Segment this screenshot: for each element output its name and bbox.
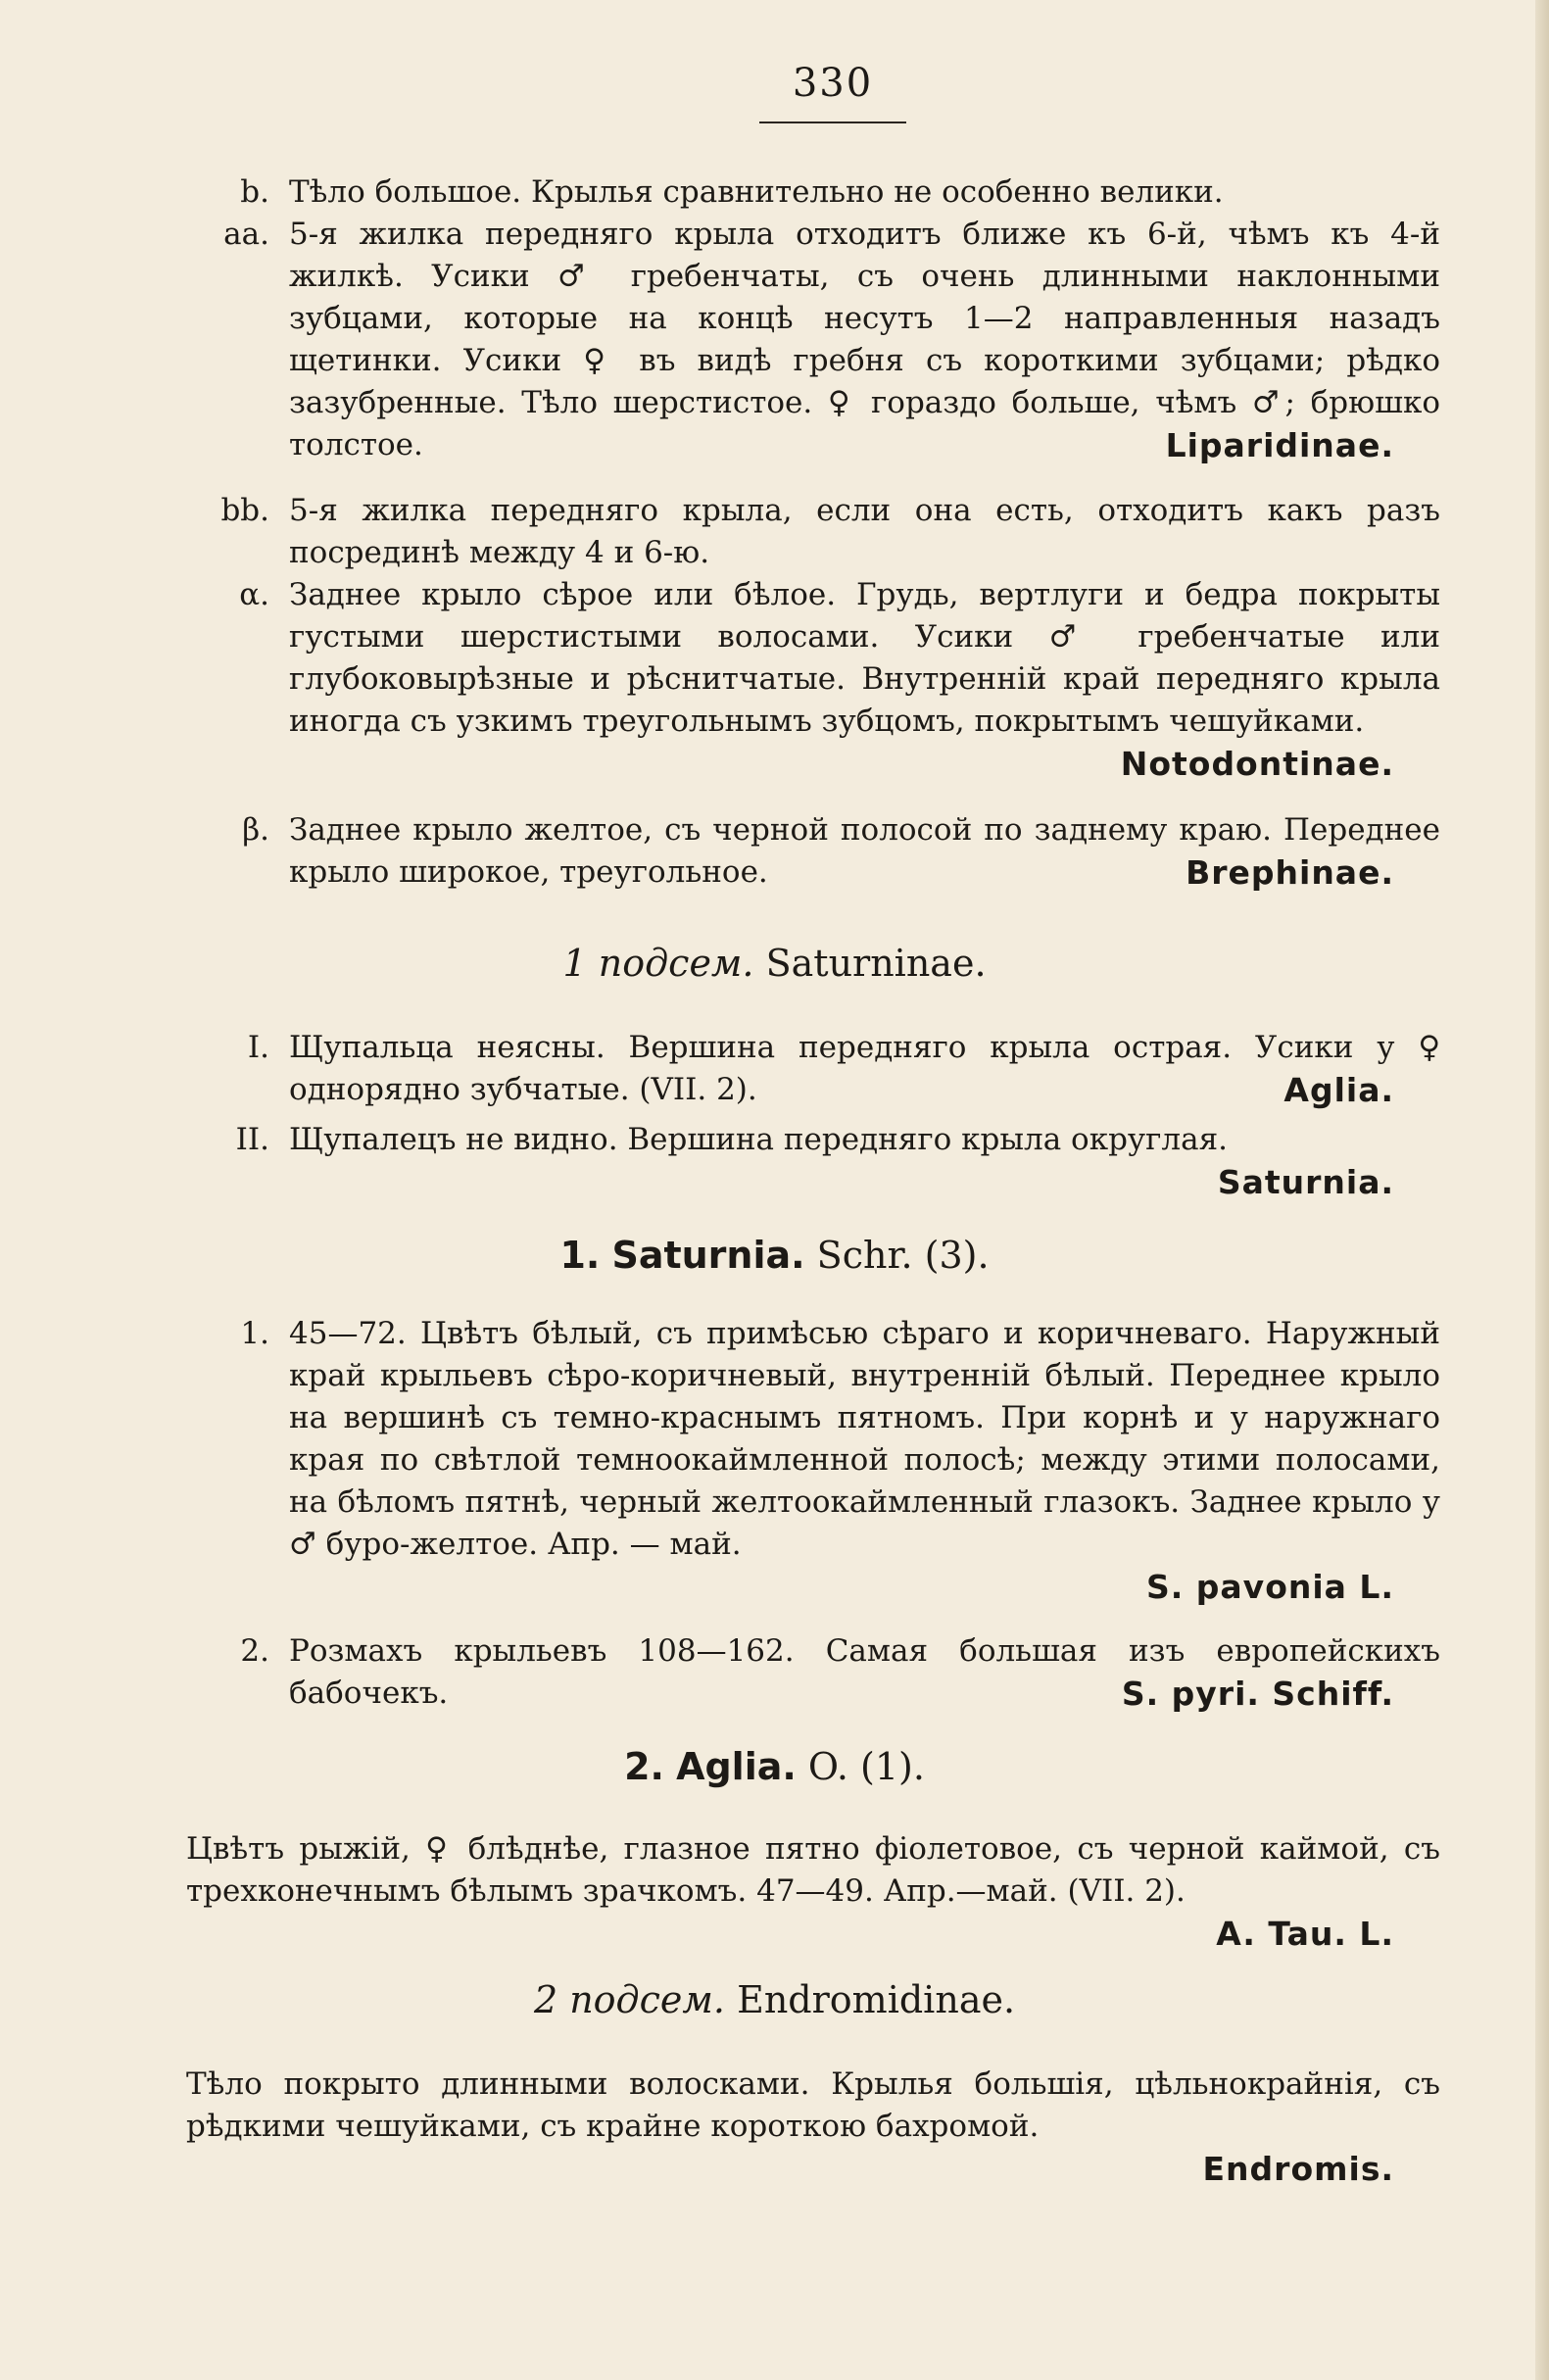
entry-text: Розмахъ крыльевъ 108—162. Самая большая изъ европейскихъ бабочекъ.: [289, 1633, 1440, 1711]
entry-marker: 1.: [240, 1316, 269, 1351]
taxon-name: S. pyri. Schiff.: [1121, 1675, 1394, 1713]
taxon-name: Saturnia.: [1217, 1163, 1394, 1201]
genus-species-count: (1).: [860, 1745, 925, 1788]
page-number-rule: [759, 121, 906, 123]
entry-text: Заднее крыло сѣрое или бѣлое. Грудь, вертлуги и бедра покрыты густыми шерстистыми волосами. Усики ♂ гребенчатые или глубоковырѣзные и рѣснитчатые. Внутренній край передняго крыла иногда съ узкимъ треугольнымъ зубцомъ, покрытымъ чешуйками.: [289, 577, 1440, 739]
genus-number: 2.: [624, 1745, 664, 1788]
entry-marker: II.: [235, 1122, 269, 1157]
entry-text: Заднее крыло желтое, съ черной полосой по заднему краю. Переднее крыло широкое, треугольное.: [289, 812, 1440, 890]
genus-species-count: (3).: [924, 1234, 990, 1277]
entry-text: Щупалецъ не видно. Вершина передняго крыла округлая.: [289, 1122, 1228, 1157]
taxon-name: Brephinae.: [1186, 853, 1394, 892]
description-text: Тѣло покрыто длинными волосками. Крылья большія, цѣльнокрайнія, съ рѣдкими чешуйками, съ крайне короткою бахромой.: [186, 2066, 1440, 2144]
subfamily-name: Saturninae.: [765, 942, 987, 985]
page-number: 330: [792, 61, 874, 106]
genus-number: 1.: [559, 1234, 601, 1277]
genus-heading-saturnia: [0, 1231, 1549, 1280]
entry-text: 45—72. Цвѣтъ бѣлый, съ примѣсью сѣраго и коричневаго. Наружный край крыльевъ сѣро-коричневый, внутренній бѣлый. Переднее крыло на вершинѣ съ темно-краснымъ пятномъ. При корнѣ и у наружнаго края по свѣтлой темноокаймленной полосѣ; между этими полосами, на бѣломъ пятнѣ, черный желтоокаймленный глазокъ. Заднее крыло у ♂ буро-желтое. Апр. — май.: [289, 1316, 1440, 1562]
entry-text: 5-я жилка передняго крыла, если она есть, отходитъ какъ разъ посрединѣ между 4 и 6-ю.: [289, 493, 1440, 570]
genus-heading-aglia: [0, 1742, 1549, 1791]
entry-text: Щупальца неясны. Вершина передняго крыла острая. Усики у ♀ однорядно зубчатые. (VII. 2).: [289, 1030, 1440, 1107]
entry-text: Тѣло большое. Крылья сравнительно не особенно велики.: [289, 174, 1224, 210]
entry-marker: bb.: [220, 493, 269, 528]
taxon-name: A. Tau. L.: [1216, 1915, 1394, 1953]
description-text: Цвѣтъ рыжій, ♀ блѣднѣе, глазное пятно фіолетовое, съ черной каймой, съ трехконечнымъ бѣлымъ зрачкомъ. 47—49. Апр.—май. (VII. 2).: [186, 1831, 1440, 1909]
subfamily-name: Endromidinae.: [737, 1978, 1016, 2021]
entry-marker: 2.: [240, 1633, 269, 1669]
genus-name: Aglia.: [676, 1745, 797, 1788]
entry-text: 5-я жилка передняго крыла отходитъ ближе къ 6-й, чѣмъ къ 4-й жилкѣ. Усики ♂ гребенчаты, съ очень длинными наклонными зубцами, которые на концѣ несутъ 1—2 направленныя назадъ щетинки. Усики ♀ въ видѣ гребня съ короткими зубцами; рѣдко зазубренные. Тѣло шерстистое. ♀ гораздо больше, чѣмъ ♂; брюшко толстое.: [289, 217, 1440, 462]
taxon-name: Liparidinae.: [1165, 426, 1394, 464]
entry-marker: β.: [242, 812, 269, 848]
genus-author: Schr.: [816, 1234, 913, 1277]
entry-marker: b.: [240, 174, 269, 210]
subfamily-label: 2 подсем.: [533, 1978, 725, 2021]
entry-marker: aa.: [223, 217, 269, 252]
subfamily-heading-endromidinae: [0, 1975, 1549, 2024]
taxon-name: Aglia.: [1283, 1071, 1394, 1109]
subfamily-heading-saturninae: [0, 939, 1549, 988]
genus-name: Saturnia.: [611, 1234, 805, 1277]
taxon-name: S. pavonia L.: [1146, 1568, 1394, 1606]
taxon-name: Endromis.: [1202, 2150, 1394, 2188]
taxon-name: Notodontinae.: [1120, 745, 1394, 783]
genus-author: O.: [807, 1745, 848, 1788]
entry-marker: α.: [239, 577, 269, 612]
subfamily-label: 1 подсем.: [562, 942, 754, 985]
entry-marker: I.: [247, 1030, 269, 1065]
